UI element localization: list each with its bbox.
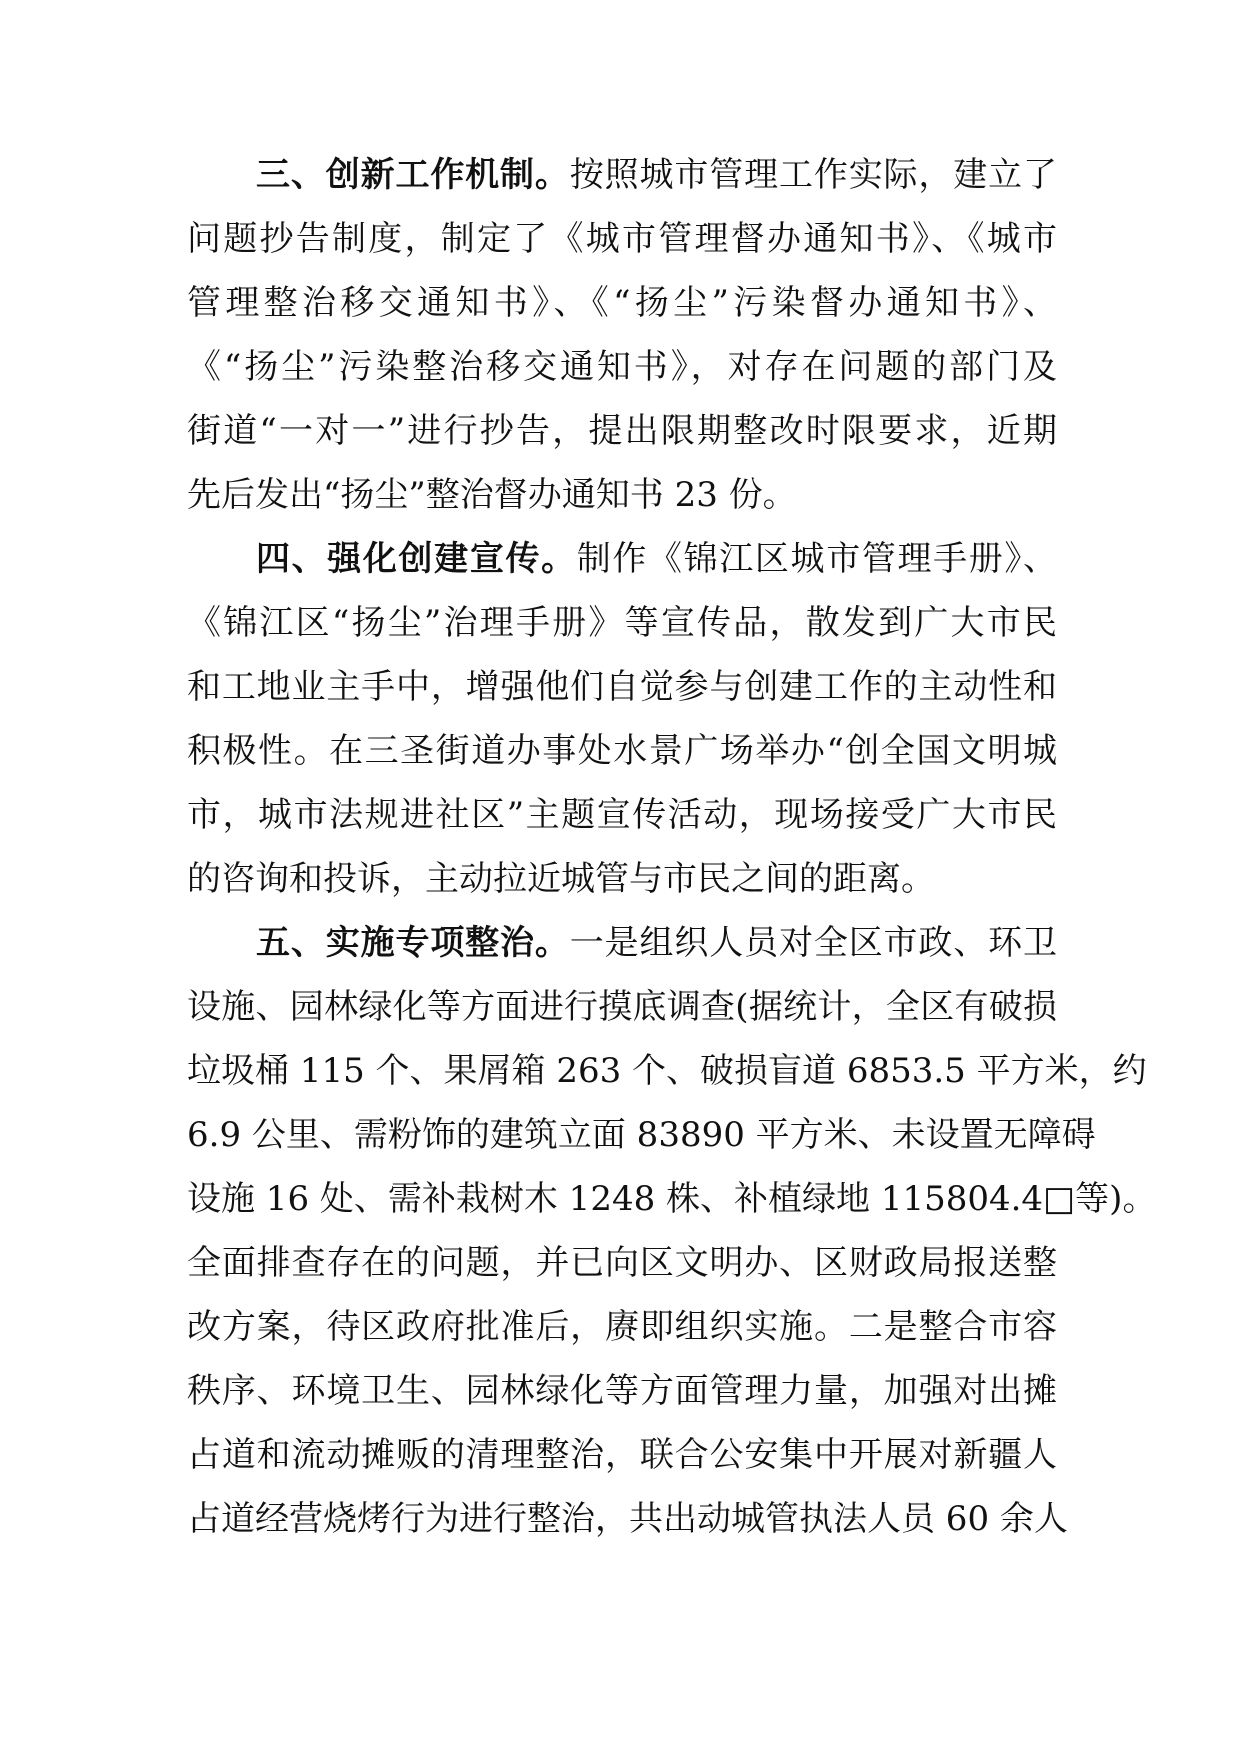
paragraph-2-line-6: 的咨询和投诉，主动拉近城管与市民之间的距离。 [187,859,935,899]
paragraph-1-line-1 [256,143,1057,207]
paragraph-3-line-3: 垃圾桶 115 个、果屑箱 263 个、破损盲道 6853.5 平方米，约 [187,1051,1147,1091]
paragraph-2-line-2: 《锦江区“扬尘”治理手册》等宣传品，散发到广大市民 [187,603,1057,643]
paragraph-2-line-3: 和工地业主手中，增强他们自觉参与创建工作的主动性和 [187,667,1057,707]
paragraph-1-heading: 三、创新工作机制。 [256,155,570,195]
paragraph-3-line-5: 设施 16 处、需补栽树木 1248 株、补植绿地 115804.4□等)。 [187,1179,1157,1219]
paragraph-1-text-1: 按照城市管理工作实际，建立了 [569,155,1058,195]
paragraph-1-line-4: 《“扬尘”污染整治移交通知书》，对存在问题的部门及 [187,347,1057,387]
paragraph-2-line-5: 市，城市法规进社区”主题宣传活动，现场接受广大市民 [187,795,1057,835]
paragraph-3-line-6: 全面排查存在的问题，并已向区文明办、区财政局报送整 [187,1243,1057,1283]
paragraph-3-line-7: 改方案，待区政府批准后，赓即组织实施。二是整合市容 [187,1307,1057,1347]
paragraph-3-line-1 [256,911,1057,975]
paragraph-3-heading: 五、实施专项整治。 [256,923,570,963]
paragraph-3-line-8: 秩序、环境卫生、园林绿化等方面管理力量，加强对出摊 [187,1371,1057,1411]
paragraph-3-text-1: 一是组织人员对全区市政、环卫 [569,923,1058,963]
paragraph-3-line-9: 占道和流动摊贩的清理整治，联合公安集中开展对新疆人 [187,1435,1057,1475]
paragraph-1-line-6: 先后发出“扬尘”整治督办通知书 23 份。 [187,475,797,515]
paragraph-2-heading: 四、强化创建宣传。 [256,539,577,579]
paragraph-2-text-1: 制作《锦江区城市管理手册》、 [576,539,1058,579]
paragraph-1-line-5: 街道“一对一”进行抄告，提出限期整改时限要求，近期 [187,411,1057,451]
paragraph-1-line-3: 管理整治移交通知书》、《“扬尘”污染督办通知书》、 [187,283,1057,323]
paragraph-1-line-2: 问题抄告制度，制定了《城市管理督办通知书》、《城市 [187,219,1057,259]
paragraph-3-line-4: 6.9 公里、需粉饰的建筑立面 83890 平方米、未设置无障碍 [187,1115,1096,1155]
paragraph-2-line-1 [256,527,1057,591]
paragraph-3-line-10: 占道经营烧烤行为进行整治，共出动城管执法人员 60 余人 [187,1499,1068,1539]
paragraph-3-line-2: 设施、园林绿化等方面进行摸底调查(据统计，全区有破损 [187,987,1057,1027]
paragraph-2-line-4: 积极性。在三圣街道办事处水景广场举办“创全国文明城 [187,731,1057,771]
